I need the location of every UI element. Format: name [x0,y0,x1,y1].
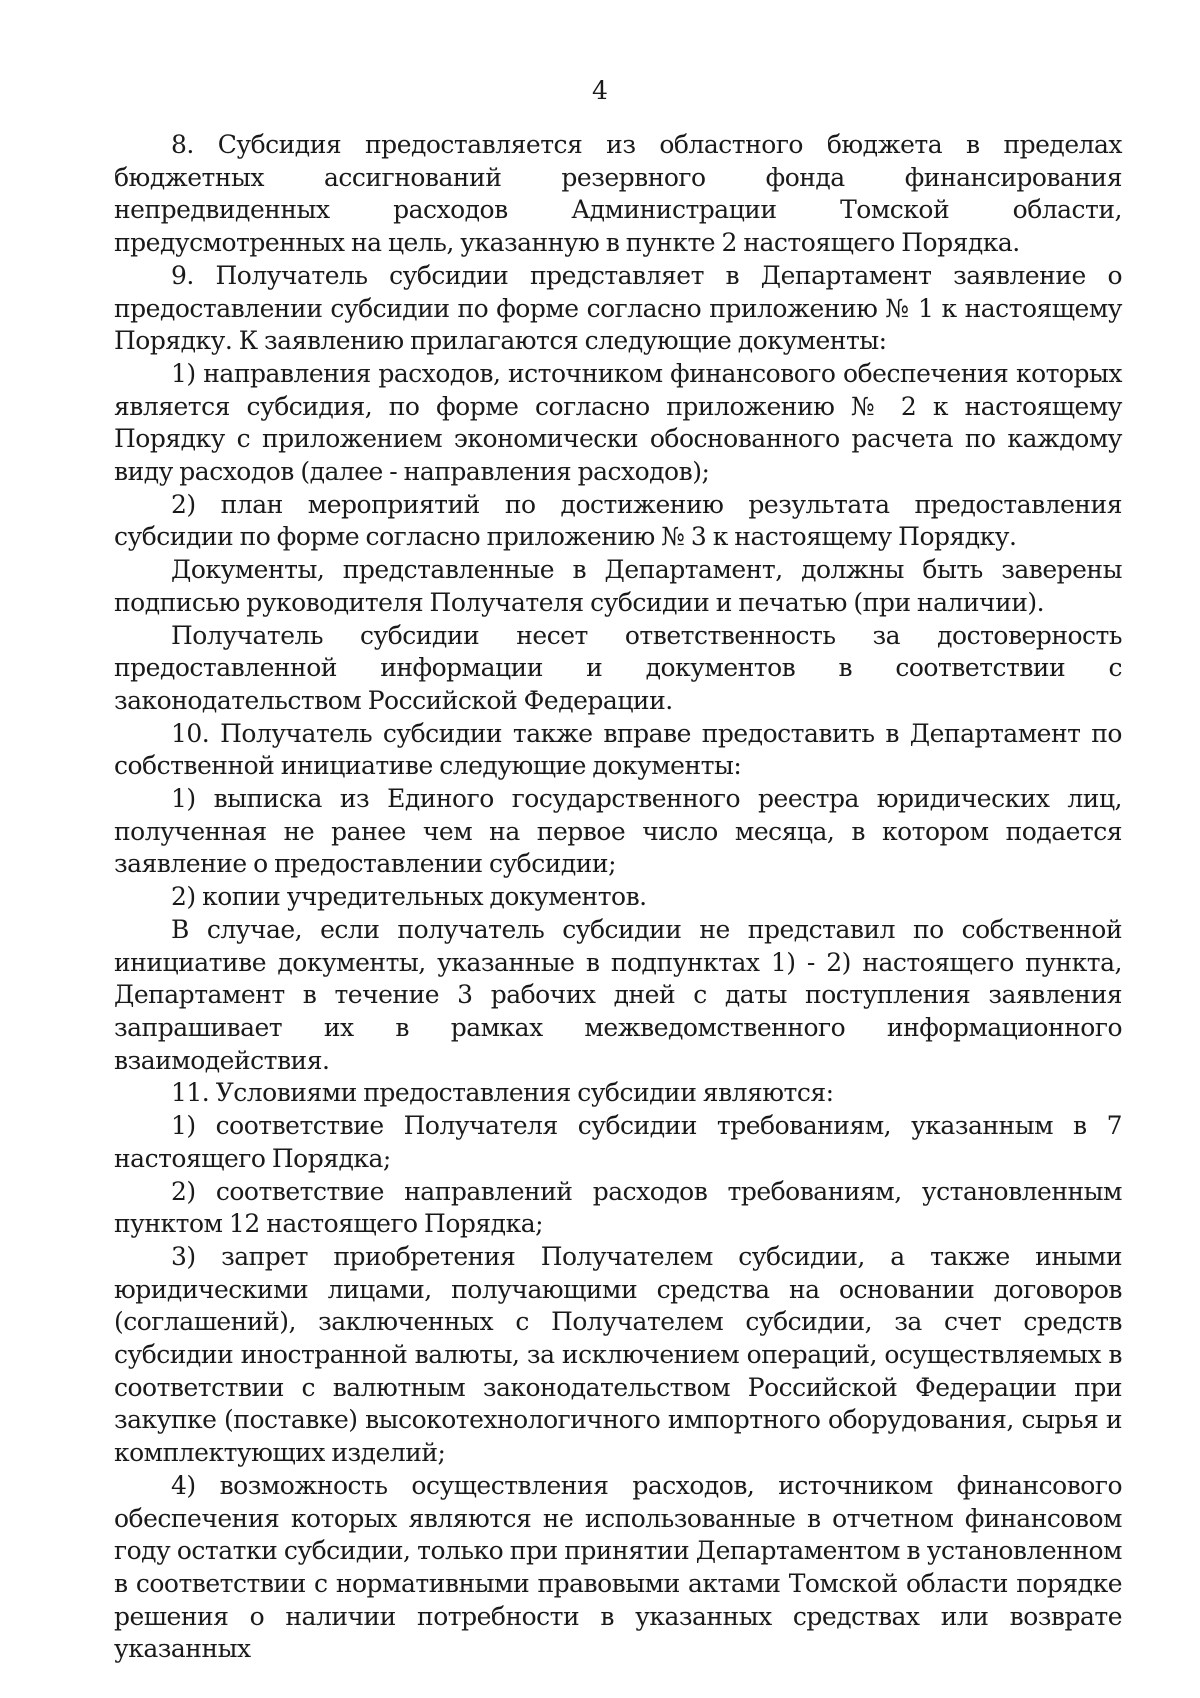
paragraph-8: 8. Субсидия предоставляется из областного бюджета в пределах бюджетных ассигнований резервного фонда финансирования непредвиденных расходов Администрации Томской области, предусмотренных на цель, указанную в пункте 2 настоящего Порядка. [114,130,1122,258]
paragraph-11-item-4: 4) возможность осуществления расходов, источником финансового обеспечения которых являются не использованные в отчетном финансовом году остатки субсидии, только при принятии Департаментом в установленном в соответствии с нормативными правовыми актами Томской области порядке решения о наличии потребности в указанных средствах или возврате указанных [114,1470,1122,1664]
paragraph-10-request: В случае, если получатель субсидии не представил по собственной инициативе документы, указанные в подпунктах 1) - 2) настоящего пункта, Департамент в течение 3 рабочих дней с даты поступления заявления запрашивает их в рамках межведомственного информационного взаимодействия. [114,914,1122,1075]
paragraph-10: 10. Получатель субсидии также вправе предоставить в Департамент по собственной инициативе следующие документы: [114,718,1122,781]
document-body [114,129,1122,1666]
paragraph-11-item-3: 3) запрет приобретения Получателем субсидии, а также иными юридическими лицами, получающими средства на основании договоров (соглашений), заключенных с Получателем субсидии, за счет средств субсидии иностранной валюты, за исключением операций, осуществляемых в соответствии с валютным законодательством Российской Федерации при закупке (поставке) высокотехнологичного импортного оборудования, сырья и комплектующих изделий; [114,1241,1122,1468]
paragraph-11: 11. Условиями предоставления субсидии являются: [171,1078,834,1108]
paragraph-10-item-2: 2) копии учредительных документов. [171,882,647,912]
paragraph-9-responsibility: Получатель субсидии несет ответственность за достоверность предоставленной информации и документов в соответствии с законодательством Российской Федерации. [114,620,1122,715]
paragraph-11-item-2: 2) соответствие направлений расходов требованиям, установленным пунктом 12 настоящего Порядка; [114,1176,1122,1239]
paragraph-9-certification: Документы, представленные в Департамент, должны быть заверены подписью руководителя Получателя субсидии и печатью (при наличии). [114,555,1122,617]
paragraph-9-item-2: 2) план мероприятий по достижению результата предоставления субсидии по форме согласно приложению № 3 к настоящему Порядку. [114,489,1122,552]
page-number: 4 [592,76,608,105]
paragraph-11-item-1: 1) соответствие Получателя субсидии требованиям, указанным в 7 настоящего Порядка; [114,1111,1122,1173]
paragraph-9-item-1: 1) направления расходов, источником финансового обеспечения которых является субсидия, по форме согласно приложению № 2 к настоящему Порядку с приложением экономически обоснованного расчета по каждому виду расходов (далее - направления расходов); [114,358,1122,487]
paragraph-10-item-1: 1) выписка из Единого государственного реестра юридических лиц, полученная не ранее чем на первое число месяца, в котором подается заявление о предоставлении субсидии; [114,784,1122,879]
paragraph-9: 9. Получатель субсидии представляет в Департамент заявление о предоставлении субсидии по форме согласно приложению № 1 к настоящему Порядку. К заявлению прилагаются следующие документы: [114,260,1122,356]
